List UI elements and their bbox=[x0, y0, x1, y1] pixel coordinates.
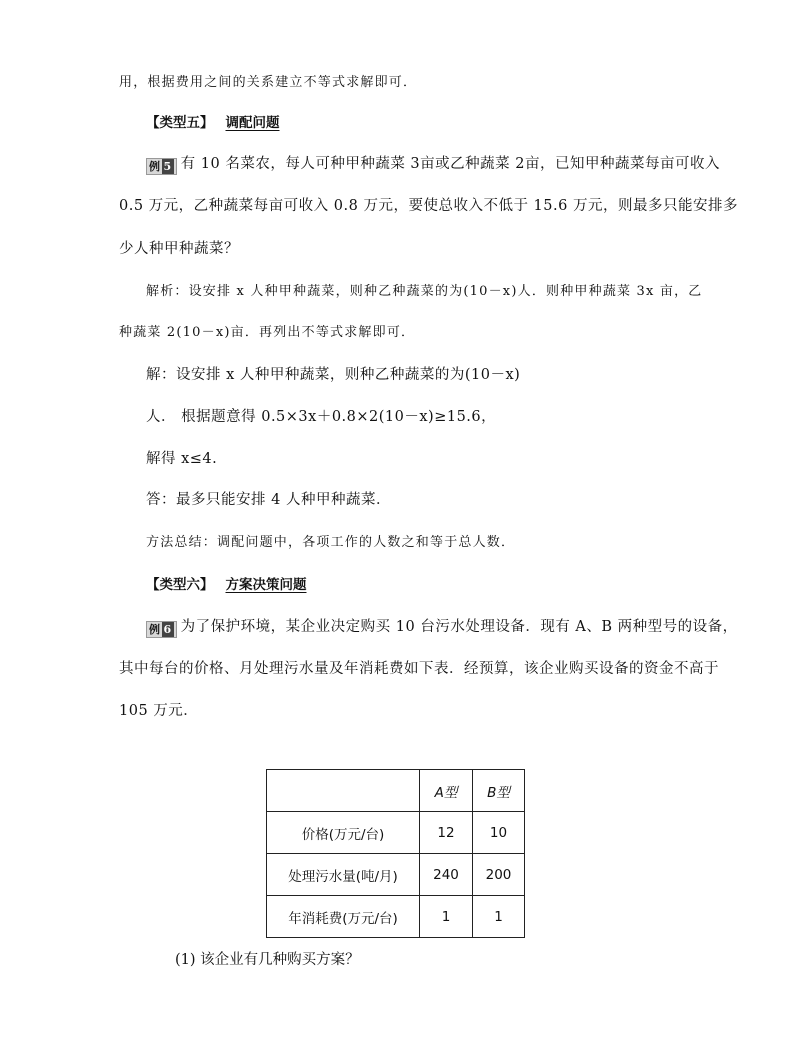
equipment-table bbox=[266, 769, 525, 938]
example5-line2: 0.5 万元，乙种蔬菜每亩可收入 0.8 万元，要使总收入不低于 15.6 万元，则最多只能安排多 bbox=[119, 198, 738, 214]
example6-line2: 其中每台的价格、月处理污水量及年消耗费如下表．经预算，该企业购买设备的资金不高于 bbox=[119, 661, 719, 677]
table-cell: 12 bbox=[420, 812, 473, 854]
answer-line: 答：最多只能安排 4 人种甲种蔬菜． bbox=[146, 492, 391, 508]
example6-line3: 105 万元． bbox=[119, 703, 199, 719]
table-cell: 处理污水量(吨/月) bbox=[267, 854, 420, 896]
table-header-row bbox=[267, 770, 525, 812]
section-heading-type6 bbox=[146, 573, 307, 593]
table-cell: 200 bbox=[473, 854, 525, 896]
example5-line3: 少人种甲种蔬菜？ bbox=[119, 241, 239, 257]
solution-line2: 人． 根据题意得 0.5×3x＋0.8×2(10－x)≥15.6， bbox=[146, 409, 497, 425]
analysis-line1: 解析：设安排 x 人种甲种蔬菜，则种乙种蔬菜的为(10－x)人．则种甲种蔬菜 3x 亩，乙 bbox=[146, 284, 703, 299]
table-cell: 价格(万元/台) bbox=[267, 812, 420, 854]
example5-line1 bbox=[146, 152, 720, 173]
analysis-line2: 种蔬菜 2(10－x)亩．再列出不等式求解即可． bbox=[119, 325, 416, 340]
example6-text-line1: 为了保护环境，某企业决定购买 10 台污水处理设备．现有 A、B 两种型号的设备， bbox=[180, 619, 738, 635]
section-label: 【类型五】 bbox=[146, 115, 214, 131]
table-header-cell: B型 bbox=[473, 770, 525, 812]
table-cell: 10 bbox=[473, 812, 525, 854]
section-heading-type5 bbox=[146, 111, 280, 131]
table-row bbox=[267, 896, 525, 938]
table-cell: 1 bbox=[473, 896, 525, 938]
table-header-cell bbox=[267, 770, 420, 812]
question-1: (1) 该企业有几种购买方案？ bbox=[175, 952, 360, 968]
example-badge: 例 5 bbox=[146, 158, 177, 175]
section-label: 【类型六】 bbox=[146, 577, 214, 593]
example6-line1 bbox=[146, 615, 738, 636]
table-row bbox=[267, 854, 525, 896]
solution-line3: 解得 x≤4. bbox=[146, 451, 218, 467]
example-badge: 例 6 bbox=[146, 621, 177, 638]
table-row bbox=[267, 812, 525, 854]
table-cell: 240 bbox=[420, 854, 473, 896]
table-cell: 1 bbox=[420, 896, 473, 938]
example5-text-line1: 有 10 名菜农，每人可种甲种蔬菜 3亩或乙种蔬菜 2亩，已知甲种蔬菜每亩可收入 bbox=[180, 156, 720, 172]
method-summary: 方法总结：调配问题中，各项工作的人数之和等于总人数． bbox=[146, 535, 516, 550]
section-topic: 调配问题 bbox=[225, 115, 280, 131]
intro-tail-text: 用，根据费用之间的关系建立不等式求解即可． bbox=[119, 75, 418, 90]
section-topic: 方案决策问题 bbox=[225, 577, 307, 593]
table-header-cell: A型 bbox=[420, 770, 473, 812]
table-cell: 年消耗费(万元/台) bbox=[267, 896, 420, 938]
solution-line1: 解：设安排 x 人种甲种蔬菜，则种乙种蔬菜的为(10－x) bbox=[146, 367, 521, 383]
